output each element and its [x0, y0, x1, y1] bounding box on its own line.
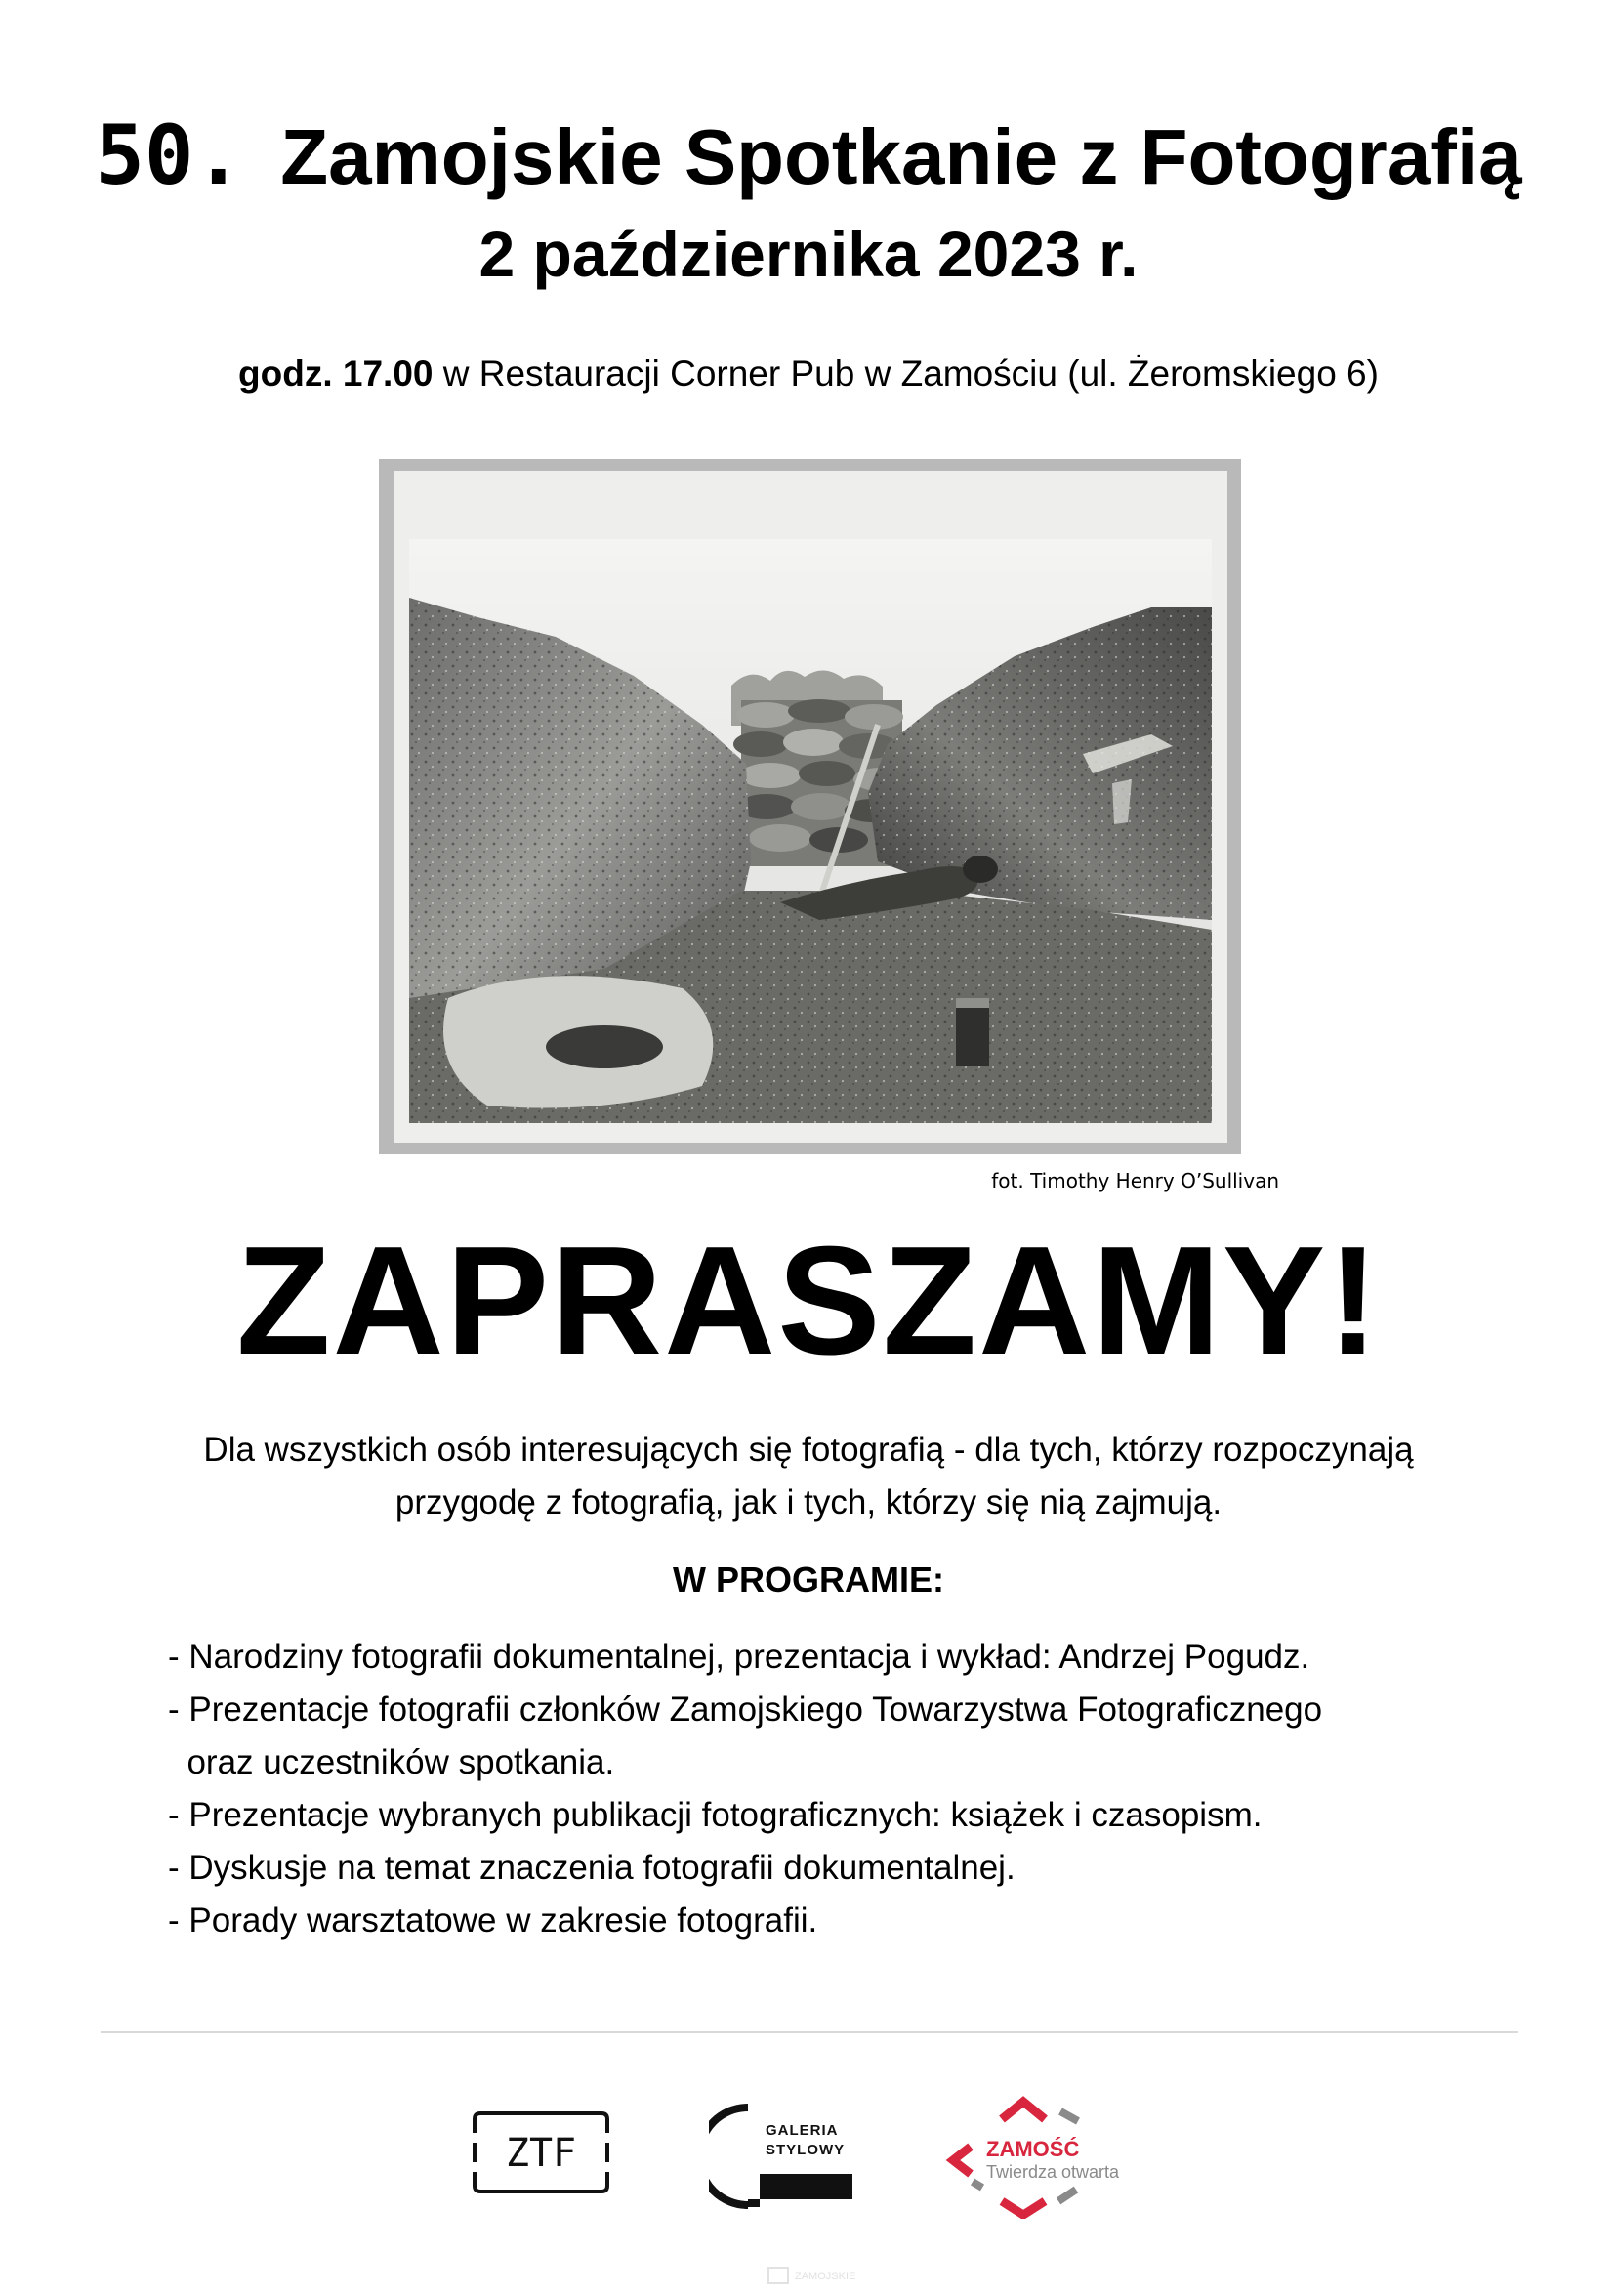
- program-item: - Prezentacje wybranych publikacji fotograficznych: książek i czasopism.: [168, 1796, 1263, 1834]
- small-mark-text: ZAMOJSKIE: [795, 2271, 855, 2282]
- galeria-line2: STYLOWY: [766, 2142, 846, 2158]
- galeria-stylowy-logo: [709, 2098, 855, 2215]
- program-item: - Dyskusje na temat znaczenia fotografii dokumentalnej.: [168, 1849, 1016, 1887]
- event-location: w Restauracji Corner Pub w Zamościu (ul. Żeromskiego 6): [433, 354, 1379, 394]
- zamosc-name: ZAMOŚĆ: [986, 2137, 1080, 2161]
- edition-dot: .: [193, 107, 244, 203]
- footer-divider: [101, 2031, 1518, 2033]
- event-date: 2 października 2023 r.: [478, 218, 1139, 290]
- event-details: [0, 354, 1617, 395]
- event-title: Zamojskie Spotkanie z Fotografią: [280, 113, 1522, 200]
- photo-credit: fot. Timothy Henry O’Sullivan: [991, 1169, 1279, 1192]
- program-item: oraz uczestników spotkania.: [168, 1743, 615, 1781]
- program-item: - Narodziny fotografii dokumentalnej, prezentacja i wykład: Andrzej Pogudz.: [168, 1638, 1310, 1676]
- historic-photograph: [409, 539, 1212, 1123]
- poster-title: [0, 107, 1617, 203]
- description-line: Dla wszystkich osób interesujących się fotografią - dla tych, którzy rozpoczynają: [203, 1431, 1414, 1469]
- edition-number: 50: [95, 107, 194, 203]
- program-heading: W PROGRAMIE:: [673, 1560, 944, 1600]
- description: [0, 1424, 1617, 1529]
- ztf-logo: [469, 2108, 613, 2197]
- invite-heading: ZAPRASZAMY!: [236, 1215, 1381, 1387]
- program-item: - Prezentacje fotografii członków Zamojskiego Towarzystwa Fotograficznego: [168, 1691, 1323, 1729]
- galeria-line1: GALERIA: [766, 2122, 839, 2139]
- zamosc-tagline: Twierdza otwarta: [986, 2162, 1120, 2182]
- zamosc-logo: [943, 2092, 1148, 2219]
- program-list: [168, 1631, 1486, 1947]
- program-item: - Porady warsztatowe w zakresie fotografii.: [168, 1901, 818, 1940]
- event-time: godz. 17.00: [238, 354, 434, 394]
- photo-frame: [379, 459, 1241, 1154]
- ztf-logo-text: ZTF: [505, 2131, 577, 2176]
- description-line: przygodę z fotografią, jak i tych, którzy się nią zajmują.: [394, 1483, 1223, 1522]
- small-footer-mark: [767, 2264, 855, 2287]
- photo-paper: [394, 471, 1227, 1143]
